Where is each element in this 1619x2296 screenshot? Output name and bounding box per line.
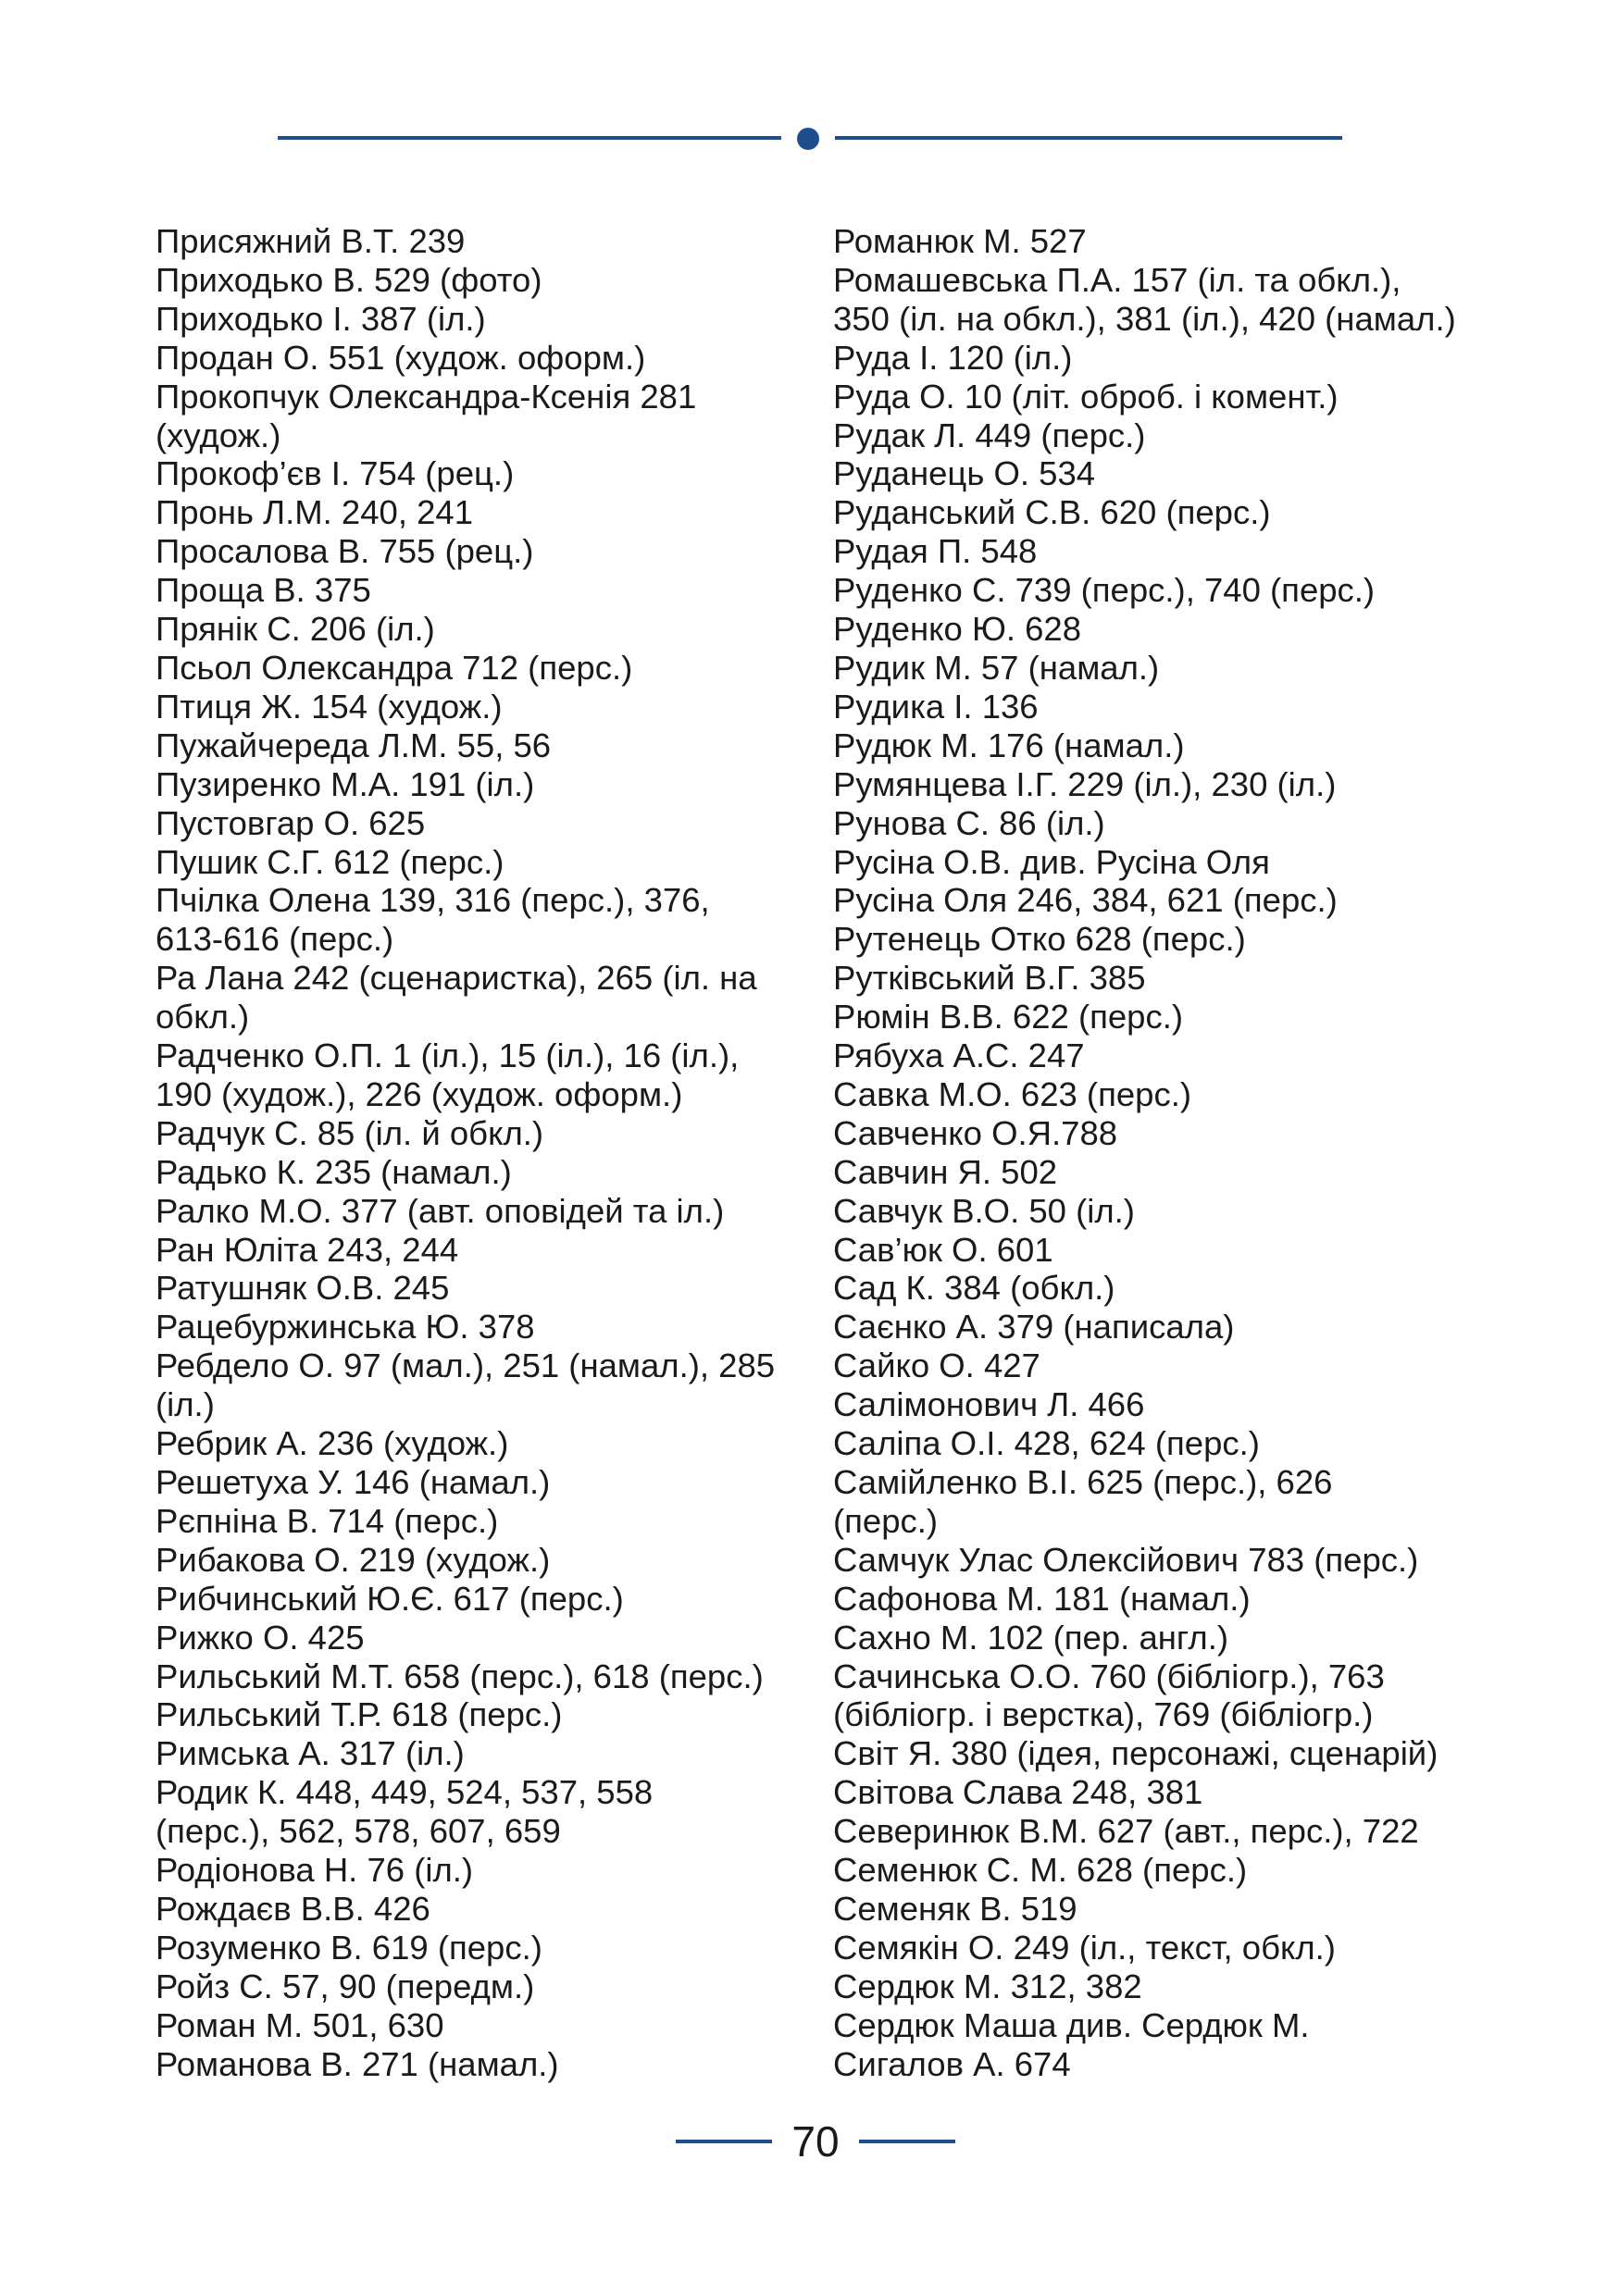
index-entry: Руденко С. 739 (перс.), 740 (перс.) — [833, 571, 1376, 610]
index-entry: обкл.) — [156, 998, 250, 1036]
index-entry: Рудак Л. 449 (перс.) — [833, 416, 1146, 454]
index-column-left — [156, 222, 803, 2084]
index-entry: Рудюк М. 176 (намал.) — [833, 726, 1185, 764]
index-entry: Присяжний В.Т. 239 — [156, 222, 466, 260]
index-entry: Радчук С. 85 (іл. й обкл.) — [156, 1113, 544, 1152]
index-entry: Решетуха У. 146 (намал.) — [156, 1463, 551, 1501]
index-entry: Прокопчук Олександра-Ксенія 281 — [156, 377, 697, 416]
index-entry: Рижко О. 425 — [156, 1618, 365, 1657]
index-entry: Пушик С.Г. 612 (перс.) — [156, 842, 504, 881]
index-entry: Сайко О. 427 — [833, 1347, 1040, 1385]
index-entry: Руданський С.В. 620 (перс.) — [833, 493, 1271, 532]
index-entry: Рутенець Отко 628 (перс.) — [833, 920, 1246, 959]
index-entry: Рацебуржинська Ю. 378 — [156, 1308, 535, 1347]
index-entry: Руданець О. 534 — [833, 454, 1096, 493]
index-entry: Проща В. 375 — [156, 571, 371, 610]
index-entry: Саліпа О.І. 428, 624 (перс.) — [833, 1424, 1260, 1463]
index-entry: Руда О. 10 (літ. оброб. і комент.) — [833, 377, 1339, 416]
index-entry: Сад К. 384 (обкл.) — [833, 1269, 1115, 1308]
index-entry: Савка М.О. 623 (перс.) — [833, 1074, 1191, 1113]
index-entry: Пужайчереда Л.М. 55, 56 — [156, 726, 552, 764]
index-entry: Самійленко В.І. 625 (перс.), 626 — [833, 1463, 1333, 1501]
index-entry: Сахно М. 102 (пер. англ.) — [833, 1618, 1229, 1657]
index-entry: Рибакова О. 219 (худож.) — [156, 1540, 551, 1579]
index-entry: Сердюк Маша див. Сердюк М. — [833, 2005, 1310, 2044]
index-entry: Радько К. 235 (намал.) — [156, 1152, 512, 1191]
index-entry: 350 (іл. на обкл.), 381 (іл.), 420 (намал.) — [833, 299, 1456, 338]
footer-rule-right — [859, 2140, 955, 2143]
index-entry: Семеняк В. 519 — [833, 1889, 1077, 1928]
index-entry: Пронь Л.М. 240, 241 — [156, 493, 474, 532]
header-decoration — [278, 128, 1342, 150]
index-entry: Ребрик А. 236 (худож.) — [156, 1424, 509, 1463]
index-entry: Рябуха А.С. 247 — [833, 1036, 1085, 1075]
index-entry: Русіна О.В. див. Русіна Оля — [833, 842, 1270, 881]
index-entry: Розуменко В. 619 (перс.) — [156, 1928, 542, 1967]
index-entry: Птиця Ж. 154 (худож.) — [156, 687, 503, 726]
index-entry: Русіна Оля 246, 384, 621 (перс.) — [833, 881, 1338, 920]
index-entry: Рунова С. 86 (іл.) — [833, 803, 1105, 842]
index-entry: Ран Юліта 243, 244 — [156, 1230, 459, 1269]
index-entry: Світова Слава 248, 381 — [833, 1773, 1203, 1812]
index-entry: Приходько В. 529 (фото) — [156, 260, 542, 299]
index-entry: Сафонова М. 181 (намал.) — [833, 1579, 1251, 1618]
index-entry: 190 (худож.), 226 (худож. оформ.) — [156, 1074, 683, 1113]
footer-rule-left — [676, 2140, 772, 2143]
index-entry: Ралко М.О. 377 (авт. оповідей та іл.) — [156, 1191, 725, 1230]
index-entry: Світ Я. 380 (ідея, персонажі, сценарій) — [833, 1734, 1438, 1773]
index-entry: Продан О. 551 (худож. оформ.) — [156, 338, 646, 377]
index-entry: (бібліогр. і верстка), 769 (бібліогр.) — [833, 1695, 1374, 1734]
page-number: 70 — [791, 2117, 840, 2166]
index-entry: Савчин Я. 502 — [833, 1152, 1058, 1191]
index-entry: Самчук Улас Олексійович 783 (перс.) — [833, 1540, 1419, 1579]
index-entry: Рильський М.Т. 658 (перс.), 618 (перс.) — [156, 1657, 764, 1695]
index-entry: Рутківський В.Г. 385 — [833, 959, 1146, 998]
index-entry: Радченко О.П. 1 (іл.), 15 (іл.), 16 (іл.), — [156, 1036, 740, 1075]
index-entry: Сачинська О.О. 760 (бібліогр.), 763 — [833, 1657, 1385, 1695]
index-entry: Салімонович Л. 466 — [833, 1385, 1145, 1424]
index-entry: Пустовгар О. 625 — [156, 803, 426, 842]
header-dot — [797, 128, 819, 150]
index-entry: Ребдело О. 97 (мал.), 251 (намал.), 285 — [156, 1347, 776, 1385]
index-entry: Рождаєв В.В. 426 — [156, 1889, 430, 1928]
index-entry: Саєнко А. 379 (написала) — [833, 1308, 1235, 1347]
index-entry: Савчук В.О. 50 (іл.) — [833, 1191, 1135, 1230]
index-entry: Руденко Ю. 628 — [833, 610, 1082, 649]
index-entry: Родик К. 448, 449, 524, 537, 558 — [156, 1773, 654, 1812]
index-entry: Семякін О. 249 (іл., текст, обкл.) — [833, 1928, 1336, 1967]
index-entry: Рибчинський Ю.Є. 617 (перс.) — [156, 1579, 624, 1618]
index-entry: Руда І. 120 (іл.) — [833, 338, 1073, 377]
index-entry: Родіонова Н. 76 (іл.) — [156, 1851, 474, 1890]
index-entry: Рюмін В.В. 622 (перс.) — [833, 998, 1184, 1036]
index-entry: Ройз С. 57, 90 (передм.) — [156, 1967, 535, 2005]
index-entry: Прянік С. 206 (іл.) — [156, 610, 435, 649]
page-footer — [648, 2114, 963, 2169]
index-entry: (перс.), 562, 578, 607, 659 — [156, 1812, 561, 1851]
index-entry: Ра Лана 242 (сценаристка), 265 (іл. на — [156, 959, 757, 998]
index-entry: Ромашевська П.А. 157 (іл. та обкл.), — [833, 260, 1401, 299]
index-entry: Романюк М. 527 — [833, 222, 1087, 260]
index-entry: Сав’юк О. 601 — [833, 1230, 1053, 1269]
index-entry: Савченко О.Я.788 — [833, 1113, 1118, 1152]
index-entry: Сердюк М. 312, 382 — [833, 1967, 1142, 2005]
index-entry: Румянцева І.Г. 229 (іл.), 230 (іл.) — [833, 764, 1337, 803]
index-entry: Рудика І. 136 — [833, 687, 1039, 726]
header-rule-left — [278, 136, 781, 140]
index-entry: (худож.) — [156, 416, 281, 454]
header-rule-right — [835, 136, 1342, 140]
index-entry: (перс.) — [833, 1501, 939, 1540]
index-column-right — [833, 222, 1481, 2084]
index-entry: (іл.) — [156, 1385, 215, 1424]
index-entry: Роман М. 501, 630 — [156, 2005, 444, 2044]
index-entry: Рудая П. 548 — [833, 532, 1038, 571]
index-entry: Романова В. 271 (намал.) — [156, 2044, 559, 2083]
index-entry: Рудик М. 57 (намал.) — [833, 648, 1160, 687]
index-entry: Рильський Т.Р. 618 (перс.) — [156, 1695, 563, 1734]
index-entry: Псьол Олександра 712 (перс.) — [156, 648, 633, 687]
index-entry: Приходько І. 387 (іл.) — [156, 299, 486, 338]
index-entry: Пузиренко М.А. 191 (іл.) — [156, 764, 535, 803]
index-entry: Римська А. 317 (іл.) — [156, 1734, 465, 1773]
index-entry: Сигалов А. 674 — [833, 2044, 1071, 2083]
index-entry: Ратушняк О.В. 245 — [156, 1269, 450, 1308]
index-entry: Пчілка Олена 139, 316 (перс.), 376, — [156, 881, 710, 920]
index-entry: Северинюк В.М. 627 (авт., перс.), 722 — [833, 1812, 1419, 1851]
index-entry: Просалова В. 755 (рец.) — [156, 532, 534, 571]
index-entry: Рєпніна В. 714 (перс.) — [156, 1501, 499, 1540]
index-entry: Прокоф’єв І. 754 (рец.) — [156, 454, 515, 493]
index-entry: 613-616 (перс.) — [156, 920, 394, 959]
index-entry: Семенюк С. М. 628 (перс.) — [833, 1851, 1248, 1890]
